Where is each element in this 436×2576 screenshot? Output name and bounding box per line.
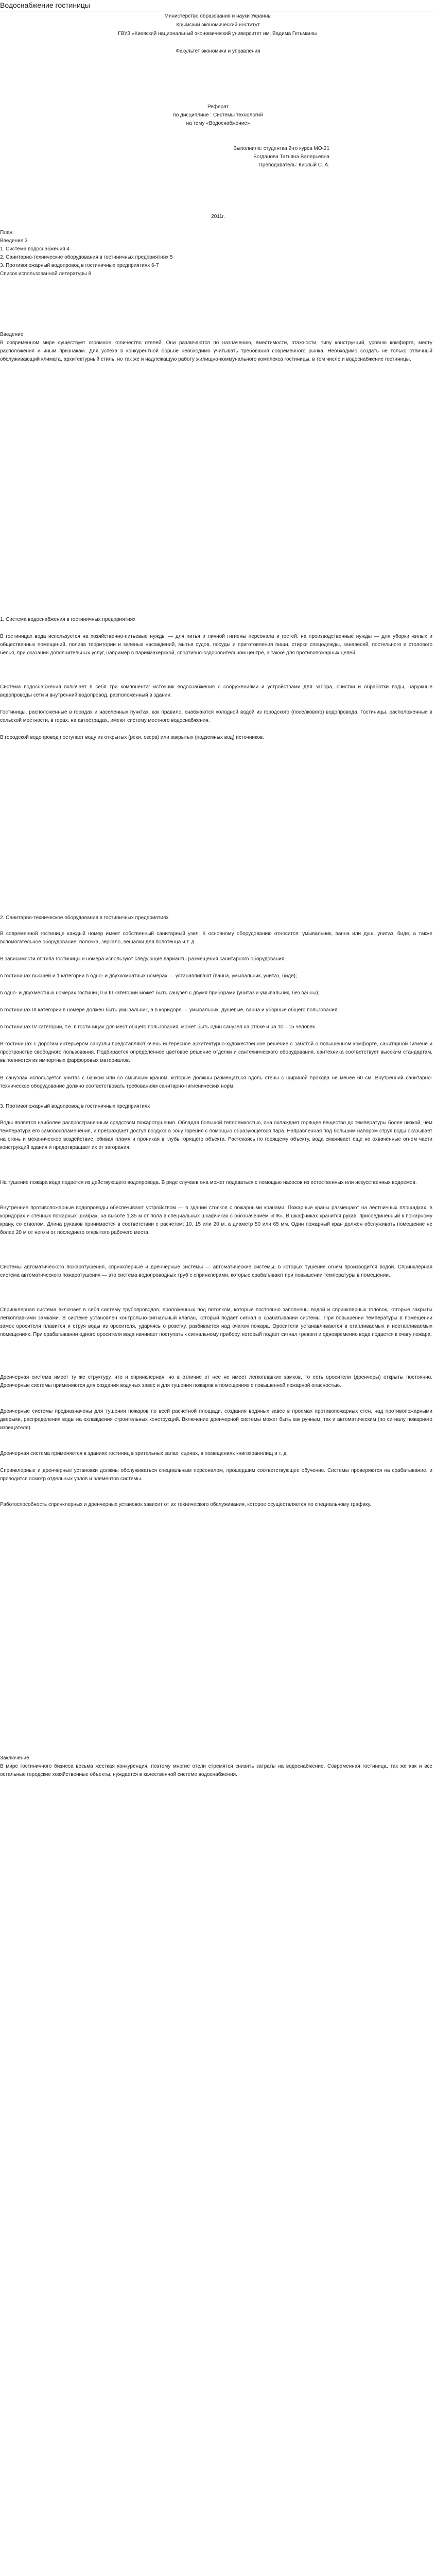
doc-type: Реферат [207, 104, 229, 110]
institute-line: Крымский экономический институт [176, 22, 260, 28]
section2-list-item: в гостиницах высшей и 1 категории в одно- и двухкомнатных номерах — устанавливают (ванна, умывальник, унитаз, биде); [0, 973, 297, 979]
section3-paragraph: Дренчерная система применяется в зданиях гостиниц в зрительных залах, сценах, в помещениях книгохранилищ и т. д. [0, 1451, 288, 1456]
section2-list-item: в гостиницах IV категории, т.е. в гостиницах для мест общего пользования, может быть один санузел на этаже и на 10—15 человек. [0, 1024, 317, 1030]
section1-heading: 1. Система водоснабжения в гостиничных предприятиях [0, 617, 136, 622]
plan-item: 2. Санитарно-технические оборудования в гостиничных предприятиях 5 [0, 255, 173, 260]
plan-item: 3. Противопожарный водопровод в гостиничных предприятиях 6-7 [0, 263, 159, 268]
section3-paragraph: Спринклерные и дренчерные установки должны обслуживаться специальным персоналом, прошедшим соответствующее обучение. Системы проверяются на срабатывание, и проводится осмотр отдельных узлов и элементов системы. [0, 1468, 432, 1482]
section3-paragraph: Внутренние противопожарные водопроводы обеспечивают устройством — в здании стояков с пожарными кранами. Пожарные краны размещают на лестничных площадках, в коридорах и стенных пожарных шкафах, на высоте 1,35 м от пола в специальных шкафчиках с обозначением «ПК». В шкафчиках хранится рукав, присоединенный к пожарному крану, со стволом. Длина рукавов принимается в соответствии с расчетом: 10, 15 или 20 м, а диаметр 50 или 65 мм. Один пожарный кран должен обслуживать помещение не более 20 м от него и от последнего открытого рабочего места. [0, 1205, 432, 1235]
section3-paragraph: Работоспособность спринклерных и дренчерных установок зависит от их технического обслуживания, которое осуществляется по специальному графику. [0, 1502, 372, 1507]
intro-text: В современном мире существует огромное количество отелей. Они различаются по назначению, вместимости, этажности, типу конструкций, уровню комфорта, месту расположения и иным признакам. Для успеха в конкурентной борьбе необходимо учитывать требования современного рынка. Необходимо создать не только отличный обслуживающий климата, архитектурный стиль, но так же и надлежащую работу жилищно-коммунального комплекса гостиницы, в том числе и водоснабжение гостиницы. [0, 340, 432, 362]
conclusion-heading: Заключение [0, 1755, 29, 1761]
section3-paragraph: Спринклерная система включает в себя систему трубопроводов, проложенных под потолком, которые постоянно заполнены водой и спринклерных головок, которые закрыты легкоплавкими замками. В системе установлен контрольно-сигнальный клапан, который подает сигнал о срабатывании системы. При повышении температуры в помещении замок оросителя плавится и струя воды из оросителя, ударяясь о розетку, разбивается над очагом пожара. Оросители устанавливаются в отапливаемых и неотапливаемых помещениях. При срабатывании одного оросителя вода начинает поступать к сигнальному прибору, который подает сигнал тревоги и одновременно вода подается к очагу пожара. [0, 1307, 432, 1337]
plan-item: Введение 3 [0, 238, 28, 244]
section1-paragraph: Система водоснабжения включает в себя три компонента: источник водоснабжения с сооружениями и устройствами для забора, очистки и обработки воды, наружные водопроводы сети и внутренний водопровод, расположенный в здании. [0, 684, 432, 698]
author-name: Богданова Татьяна Валерьевна [253, 154, 329, 160]
intro-heading: Введение [0, 332, 24, 337]
university-line: ГВУЗ «Киевский национальный экономический университет им. Вадима Гетьмана» [118, 31, 318, 37]
topic-line: на тему «Водоснабжение» [186, 121, 250, 126]
section1-paragraph: Гостиницы, расположенные в городах и населенных пунктах, как правило, снабжаются холодной водой из городского (поселкового) водопровода. Гостиницы, расположенные в сельской местности, в горах, на автострадах, имеют систему местного водоснабжения. [0, 709, 432, 723]
plan-item: Список использованной литературы 8 [0, 271, 92, 277]
section3-heading: 3. Противопожарный водопровод в гостиничных предприятиях [0, 1104, 150, 1109]
section3-paragraph: Системы автоматического пожаротушения, спринклерные и дренчерные системы — автоматические системы, в которых тушение огнем производится водой. Спринклерная система автоматического пожаротушения — это система водопроводных труб с спринклерами, которые срабатывают при повышении температуры в помещении. [0, 1264, 432, 1278]
conclusion-text: В мире гостиничного бизнеса весьма жесткая конкуренция, поэтому многие отели стремятся снизить затраты на водоснабжение. Современная гостиница, так же как и все остальные городские хозяйственные объекты, нуждается в качественной системе водоснабжения. [0, 1764, 432, 1777]
teacher-line: Преподаватель: Кислый С. А. [258, 162, 329, 168]
section3-paragraph: Дренчерная система имеет ту же структуру, что и спринклерная, но в отличие от нее не имеет легкоплавких замков, то есть оросители (дренчеры) открыты постоянно. Дренчерные системы применяются для создания водяных завес и для тушения пожаров в помещениях с повышенной пожарной опасностью. [0, 1375, 432, 1388]
section1-paragraph: В гостиницах вода используется на хозяйственно-питьевые нужды — для питья и личной гигиены персонала и гостей, на производственные нужды — для уборки жилых и общественных помещений, полива территории и зеленых насаждений, мытья судов, посуды и приготовления пищи, стирки спецодежды, занавесей, постельного и столового белья, при оказании дополнительных услуг, например в парикмахерской, спортивно-оздоровительном центре, а также для противопожарных целей. [0, 634, 432, 656]
section2-paragraph: В современной гостинице каждый номер имеет собственный санитарный узел. К основному оборудованию относится: умывальник, ванна или душ, унитаз, биде, а также вспомогательное оборудование: полочка, зеркало, вешалки для полотенца и т. д. [0, 931, 432, 945]
discipline-line: по дисциплине : Системы технологий [173, 112, 263, 118]
faculty-line: Факультет экономики и управления [176, 48, 260, 54]
section2-paragraph: В зависимости от типа гостиницы и номера используют следующие варианты размещения санитарного оборудования: [0, 956, 286, 962]
page-title: Водоснабжение гостиницы [0, 1, 90, 9]
ministry-line: Министерство образования и науки Украины [164, 13, 272, 19]
section3-paragraph: На тушение пожара вода подается из действующего водопровода. В ряде случаев она может подаваться с помощью насосов из естественных или искусственных водоемов. [0, 1180, 417, 1185]
plan-item: 1. Система водоснабжения 4 [0, 246, 69, 252]
year-line: 2011г. [211, 214, 225, 219]
section3-paragraph: Дренчерные системы предназначены для тушения пожаров по всей расчетной площади, создания водяных завес в проемах противопожарных стен, над противопожарными дверьми, распределения воды на охлаждения строительных конструкций. Включение дренчерной системы может быть как ручным, так и автоматическим (по сигналу пожарного извещателя). [0, 1409, 432, 1431]
section2-paragraph: В санузлах используется унитаз с бачком или со смывным краном, которые должны размещаться вдоль стены с шириной прохода не менее 60 см. Внутренний санитарно-техническое оборудование должно соответствовать требованиям санитарно-гигиенических норм. [0, 1075, 432, 1089]
section2-paragraph: В гостиницах с дорогим интерьером санузлы представляют очень интересное архитектурно-художественное решение с заботой о повышенном комфорте, санитарной гигиене и пространстве свободного пользования. Подбирается определенное цветовое решение отделки и сантехнического оборудования, сантехника соответствует высоким стандартам, выполняется из импортных фарфоровых материалов. [0, 1041, 432, 1063]
section1-paragraph: В городской водопровод поступает воду из открытых (реки, озера) или закрытых (подземных вод) источников. [0, 735, 265, 740]
author-line: Выполнила: студентка 2-го курса МО-21 [233, 146, 329, 151]
section2-heading: 2. Санитарно-техническое оборудования в гостиничных предприятиях [0, 915, 169, 921]
section2-list-item: в гостиницах III категории в номере должен быть умывальник, а в коридоре — умывальник, душевые, ванна и уборные общего пользования; [0, 1007, 339, 1013]
section3-paragraph: Воды является наиболее распространенным средством пожаротушения. Обладая большой теплоемкостью, она охлаждает горящее вещество до температуры более низкой, чем температура его самовоспламенения, и преграждает доступ воздуха в зону горения с помощью образующегося пара. Направленная под большим напором струя воды оказывает на огонь и механическое воздействие, сбивая пламя и проникая в глубь горящего объекта. Растекаясь по горящему объекту, вода смачивает еще не охваченные огнем части конструкций здания и предотвращает их от загорания. [0, 1120, 432, 1150]
plan-heading: План: [0, 230, 14, 235]
section2-list-item: в одно- и двухместных номерах гостиниц II и III категории может быть санузел с двумя приборами (унитаз и умывальник, без ванны); [0, 990, 320, 996]
